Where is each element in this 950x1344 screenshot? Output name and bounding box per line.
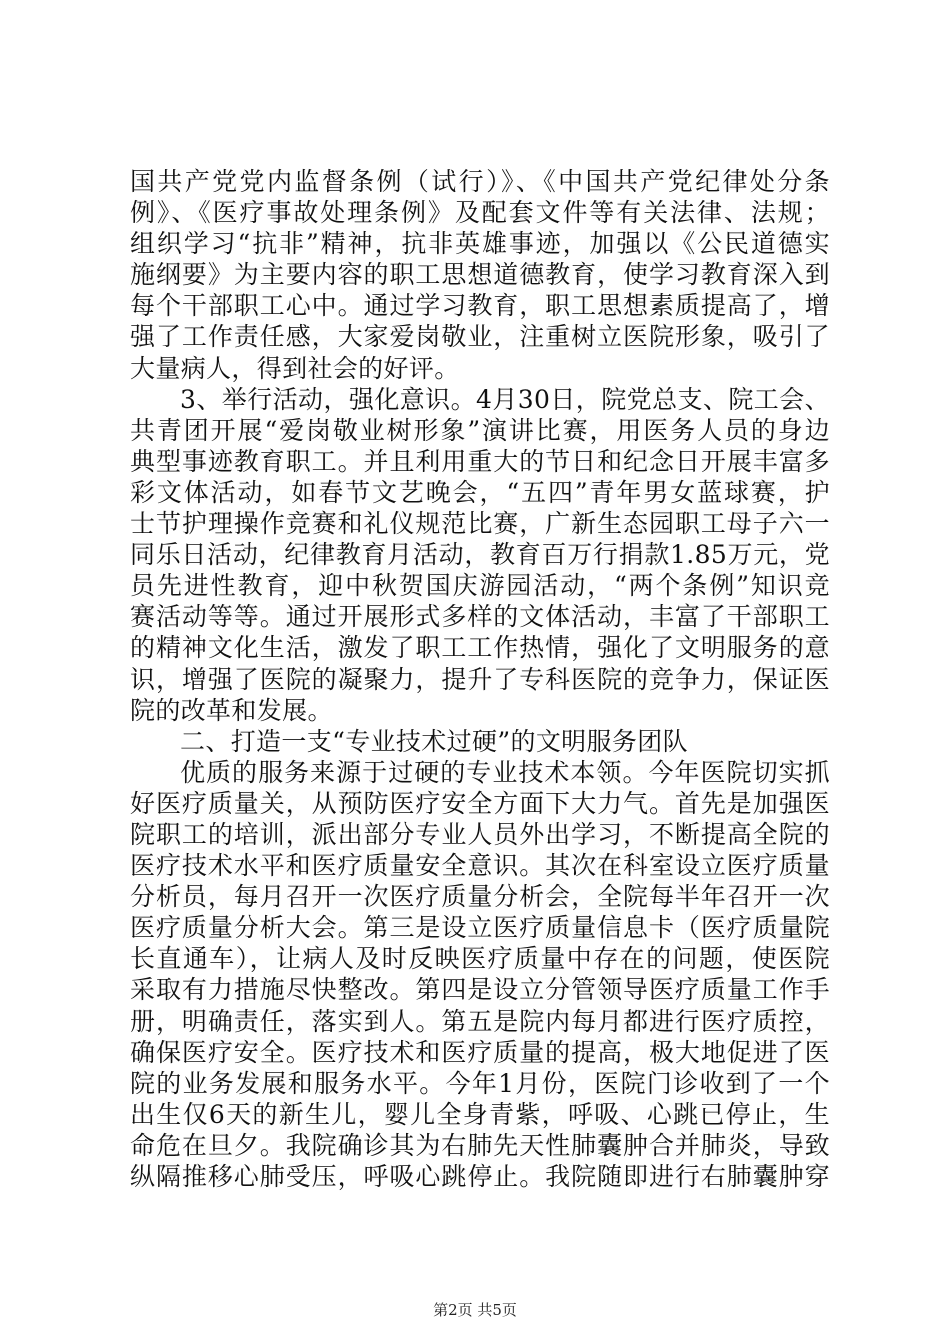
text-line: 同乐日活动，纪律教育月活动，教育百万行捐款1.85万元，党 xyxy=(130,540,830,570)
text-line: 采取有力措施尽快整改。第四是设立分管领导医疗质量工作手 xyxy=(130,975,830,1005)
text-line: 医疗质量分析大会。第三是设立医疗质量信息卡（医疗质量院 xyxy=(130,913,830,943)
body-text xyxy=(130,166,830,1192)
text-line: 出生仅6天的新生儿，婴儿全身青紫，呼吸、心跳已停止，生 xyxy=(130,1099,830,1129)
text-line: 好医疗质量关，从预防医疗安全方面下大力气。首先是加强医 xyxy=(130,788,830,818)
text-line: 院职工的培训，派出部分专业人员外出学习，不断提高全院的 xyxy=(130,819,830,849)
text-line: 共青团开展“爱岗敬业树形象”演讲比赛，用医务人员的身边 xyxy=(130,415,830,445)
text-line: 长直通车），让病人及时反映医疗质量中存在的问题，使医院 xyxy=(130,944,830,974)
section-heading: 二、打造一支“专业技术过硬”的文明服务团队 xyxy=(180,726,688,756)
text-line: 3、举行活动，强化意识。4月30日，院党总支、院工会、 xyxy=(180,384,830,414)
text-line: 国共产党党内监督条例（试行）》、《中国共产党纪律处分条 xyxy=(130,167,830,196)
text-line: 典型事迹教育职工。并且利用重大的节日和纪念日开展丰富多 xyxy=(130,446,830,476)
text-line: 优质的服务来源于过硬的专业技术本领。今年医院切实抓 xyxy=(180,757,830,787)
text-line: 纵隔推移心肺受压，呼吸心跳停止。我院随即进行右肺囊肿穿 xyxy=(130,1162,830,1191)
text-line: 大量病人，得到社会的好评。 xyxy=(130,353,460,383)
text-line: 命危在旦夕。我院确诊其为右肺先天性肺囊肿合并肺炎，导致 xyxy=(130,1130,830,1160)
text-line: 院的改革和发展。 xyxy=(130,695,333,725)
text-line: 每个干部职工心中。通过学习教育，职工思想素质提高了，增 xyxy=(130,291,830,321)
text-line: 例》、《医疗事故处理条例》及配套文件等有关法律、法规； xyxy=(130,198,830,228)
text-line: 分析员，每月召开一次医疗质量分析会，全院每半年召开一次 xyxy=(130,882,830,912)
text-line: 员先进性教育，迎中秋贺国庆游园活动，“两个条例”知识竞 xyxy=(130,571,830,601)
text-line: 册，明确责任，落实到人。第五是院内每月都进行医疗质控， xyxy=(130,1006,830,1036)
text-line: 的精神文化生活，激发了职工工作热情，强化了文明服务的意 xyxy=(130,633,830,663)
text-line: 院的业务发展和服务水平。今年1月份，医院门诊收到了一个 xyxy=(130,1068,830,1098)
text-line: 士节护理操作竞赛和礼仪规范比赛，广新生态园职工母子六一 xyxy=(130,509,830,539)
text-line: 彩文体活动，如春节文艺晚会，“五四”青年男女蓝球赛，护 xyxy=(130,477,830,507)
text-line: 识，增强了医院的凝聚力，提升了专科医院的竞争力，保证医 xyxy=(130,664,830,694)
text-line: 强了工作责任感，大家爱岗敬业，注重树立医院形象，吸引了 xyxy=(130,322,830,352)
text-line: 组织学习“抗非”精神，抗非英雄事迹，加强以《公民道德实 xyxy=(130,229,830,259)
page-number-footer: 第2页 共5页 xyxy=(433,1301,517,1319)
text-line: 确保医疗安全。医疗技术和医疗质量的提高，极大地促进了医 xyxy=(130,1037,830,1067)
text-line: 施纲要》为主要内容的职工思想道德教育，使学习教育深入到 xyxy=(130,260,830,290)
text-line: 赛活动等等。通过开展形式多样的文体活动，丰富了干部职工 xyxy=(130,602,830,632)
text-line: 医疗技术水平和医疗质量安全意识。其次在科室设立医疗质量 xyxy=(130,851,830,881)
